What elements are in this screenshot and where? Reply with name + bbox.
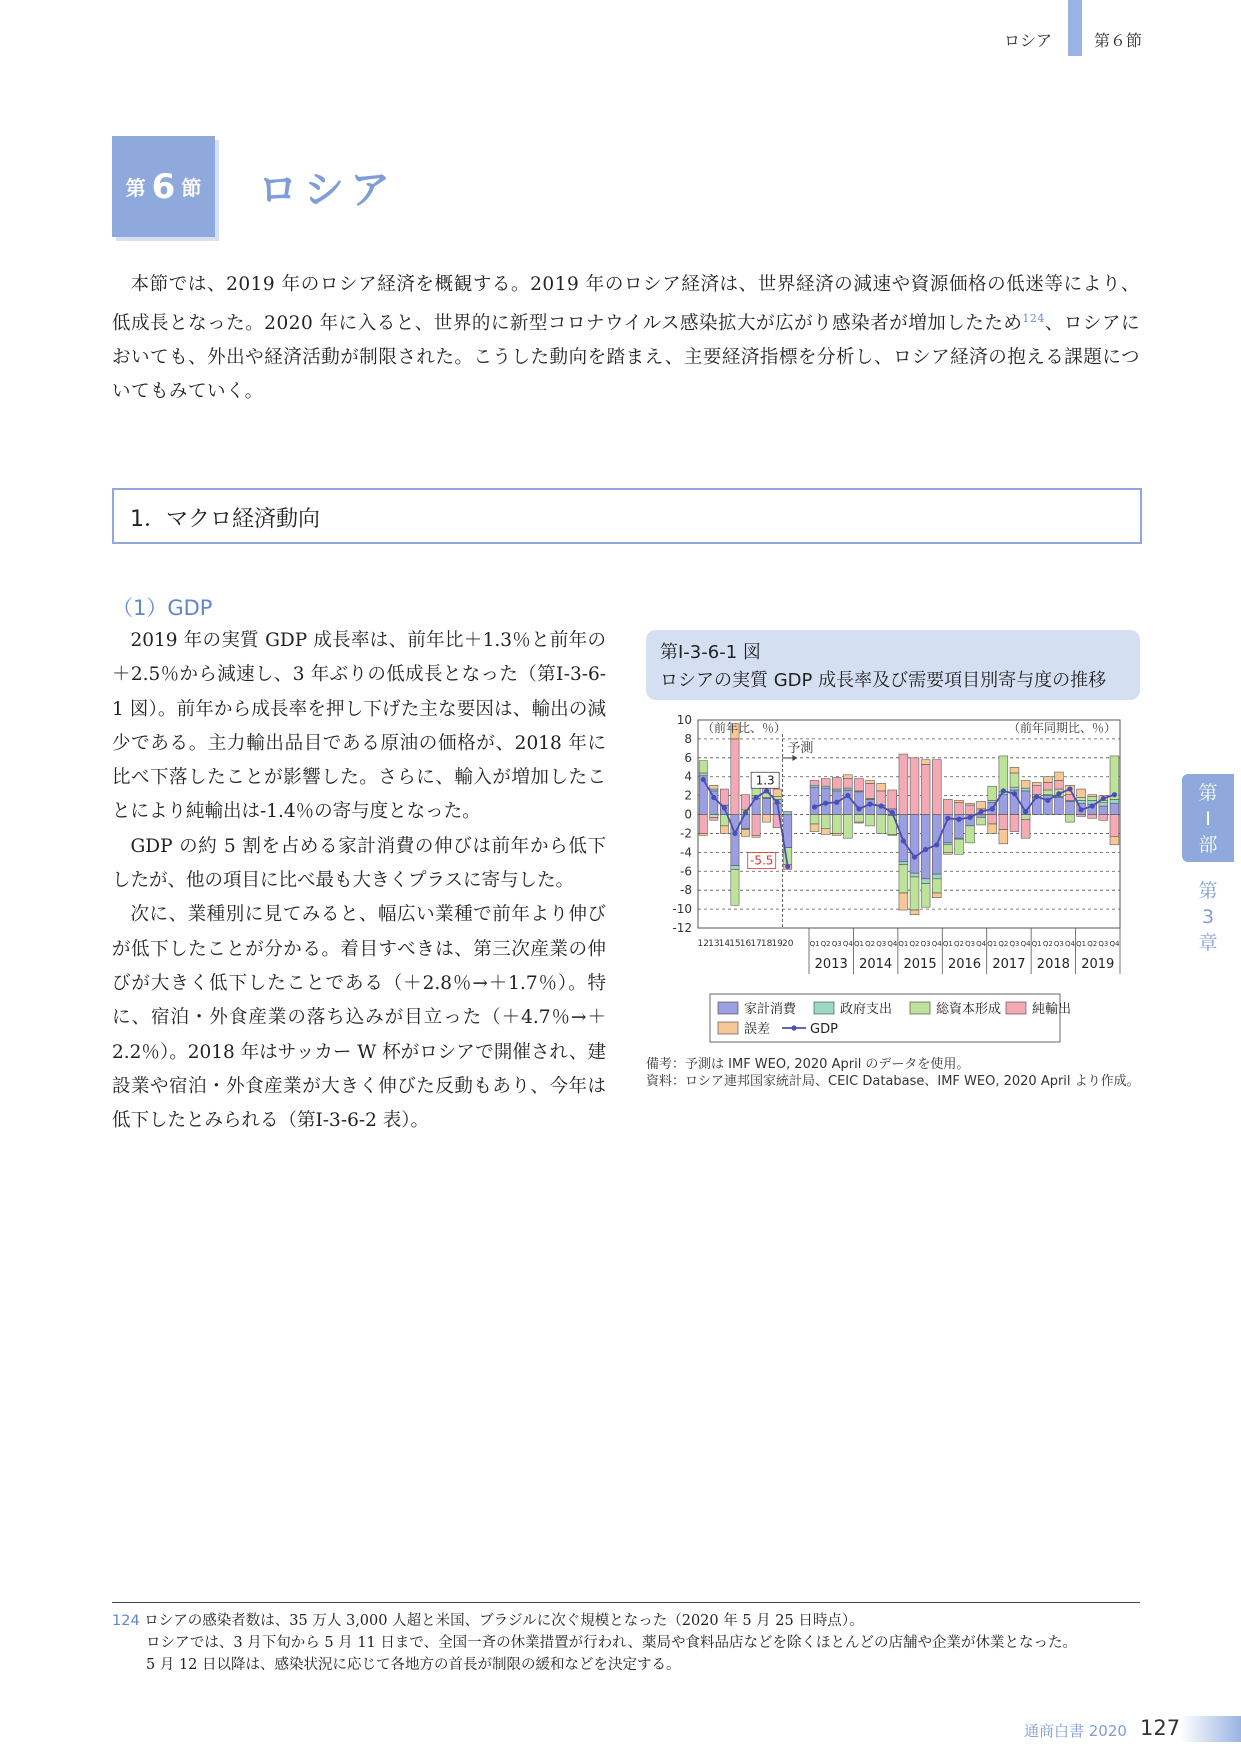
bar-net-exports [921,764,930,814]
bar-error [762,815,770,823]
bar-net-exports [966,805,975,814]
x-tick-quarter: Q1 [809,940,820,948]
bar-error [999,830,1008,844]
gdp-point [990,806,995,811]
bar-government [910,873,919,877]
figure-note: 予測は IMF WEO, 2020 April のデータを使用。 [685,1057,970,1072]
x-tick-quarter: Q4 [931,940,942,948]
running-header-bar [1068,0,1082,56]
bar-net-exports [877,791,886,805]
gdp-point [945,816,950,821]
chart-gridlines [698,739,1120,909]
bar-net-exports [731,739,739,815]
heading-macro: 1．マクロ経済動向 [130,507,320,532]
running-header [0,0,1241,56]
bar-investment [855,815,864,823]
x-tick-annual: 17 [750,939,762,949]
side-tab-part-3: 部 [1198,834,1218,856]
y-tick-label: 2 [684,788,692,803]
bar-household [899,815,908,862]
gdp-point [967,815,972,820]
x-year-label: 2014 [859,957,893,972]
bar-investment [977,817,986,825]
x-tick-quarter: Q3 [1053,940,1064,948]
x-year-label: 2015 [903,957,937,972]
x-tick-quarter: Q4 [887,940,898,948]
bar-government [731,866,739,870]
x-tick-annual: 20 [781,939,794,949]
y-tick-label: 6 [684,750,692,765]
figure-caption: ロシアの実質 GDP 成長率及び需要項目別寄与度の推移 [660,670,1107,691]
footer-bar [1180,1716,1241,1742]
bar-government [699,773,707,776]
bar-government [943,843,952,845]
figure-title-box [646,630,1140,700]
bar-error [710,785,718,789]
chart-bars [699,724,1119,915]
side-chapter-2: 3 [1201,906,1215,928]
bar-error [810,824,819,832]
bar-household [1099,806,1108,815]
body-paragraph-3: 次に、業種別に見てみると、幅広い業種で前年より伸びが低下したことが分かる。着目すべきは、第三次産業の伸びが大きく低下したことである（＋2.8％→＋1.7％）。特に、宿泊・外食産業の落ち込みが目立った（＋4.7％→＋2.2％）。2018 年はサッカー W 杯がロシアで開催され、建設業や宿泊・外食産業が大きく伸びた反動もあり、今年は低下したとみられる（第Ⅰ-3-6-2 表）。 [112,904,606,1132]
y-tick-label: -2 [680,826,692,841]
bar-net-exports [955,802,964,814]
x-tick-annual: 18 [760,939,773,949]
bar-net-exports [752,815,760,836]
section-prefix: 第 [125,176,146,200]
bar-investment [955,839,964,854]
heading-box [112,488,1142,544]
bar-investment [843,815,852,839]
bar-household [784,815,792,848]
bar-investment [921,884,930,908]
x-tick-quarter: Q1 [1031,940,1042,948]
y-tick-label: -8 [680,883,692,898]
chart-legend [710,994,1071,1042]
x-tick-quarter: Q4 [1065,940,1076,948]
gdp-point [764,788,769,793]
bar-error [699,833,707,835]
bar-investment [866,815,875,826]
x-tick-annual: 12 [697,939,710,949]
bar-net-exports [843,779,852,788]
side-tab-chapter [1182,878,1234,956]
x-tick-annual: 13 [708,939,720,949]
bar-investment [1010,773,1019,787]
bar-net-exports [720,789,728,805]
section-suffix: 節 [181,176,202,200]
page-number: 127 [1140,1716,1181,1740]
gdp-point [823,801,828,806]
y-tick-label: 8 [684,731,692,746]
x-tick-quarter: Q2 [953,940,964,948]
gdp-point [722,805,727,810]
bar-government [988,800,997,802]
bar-net-exports [943,799,952,814]
x-tick-quarter: Q1 [942,940,953,948]
bar-net-exports [1088,815,1097,819]
y-tick-label: -12 [672,921,692,935]
side-tab-part-2: Ⅰ [1205,808,1211,830]
figure-notes [646,1056,1140,1090]
bar-net-exports [910,758,919,815]
bar-government [899,862,908,865]
bar-error [1010,767,1019,773]
figure-note-row [646,1056,1140,1073]
bar-investment [710,815,718,818]
gdp-point [867,802,872,807]
figure-source-row [646,1073,1140,1090]
bar-net-exports [1043,782,1052,790]
legend-swatch-gdp-point [791,1025,796,1030]
bar-investment [877,815,886,834]
legend-swatch-government [814,1002,834,1014]
bar-net-exports [821,779,830,787]
gdp-point [845,793,850,798]
bar-investment [910,877,919,910]
bar-government [1021,788,1030,791]
legend-label: 家計消費 [744,1002,797,1017]
bar-government [810,785,819,787]
bar-household [1110,803,1119,814]
y-tick-label: -4 [680,845,692,860]
gdp-point [890,810,895,815]
y-tick-label: 0 [684,807,692,822]
bar-investment [988,786,997,800]
bar-household [1054,798,1063,815]
bar-error [899,893,908,910]
footnote-line-2: ロシアでは、3 月下旬から 5 月 11 日まで、全国一斉の休業措置が行われ、薬局や食料品店などを除くほとんどの店舗や企業が休業となった。 [146,1635,1077,1651]
bar-net-exports [1054,781,1063,790]
annotation-label: 1.3 [755,773,775,788]
bar-household [731,815,739,866]
bar-error [877,783,886,791]
bar-net-exports [810,781,819,786]
subheading-gdp: （1）GDP [112,596,213,620]
body-paragraph-1: 2019 年の実質 GDP 成長率は、前年比＋1.3％と前年の＋2.5％から減速し、3 年ぶりの低成長となった（第Ⅰ-3-6-1 図）。前年から成長率を押し下げた主な要因は、輸出の減少である。主力輸出品目である原油の価格が、2018 年に比べ下落したことが影響した。さらに、輸入が増加したことにより純輸出は-1.4％の寄与度となった。 [112,630,606,823]
bar-household [921,815,930,879]
x-tick-quarter: Q1 [853,940,864,948]
bar-government [1010,787,1019,790]
side-tab-part-1: 第 [1198,782,1218,804]
footnote-line-3: 5 月 12 日以降は、感染状況に応じて各地方の首長が制限の緩和などを決定する。 [146,1657,681,1673]
bar-government [932,874,941,879]
bar-government [832,789,841,791]
gdp-point [1056,791,1061,796]
x-tick-annual: 16 [739,939,752,949]
section-title: ロシア [258,166,396,213]
bar-error [832,833,841,835]
bar-error [1054,772,1063,781]
intro-text-1: 本節では、2019 年のロシア経済を概観する。2019 年のロシア経済は、世界経済の減速や資源価格の低迷等により、低成長となった。2020 年に入ると、世界的に新型コロナウイルス感染拡大が広がり感染者が増加したため [112,274,1140,335]
y-tick-label: -6 [680,864,692,879]
gdp-point [923,847,928,852]
x-tick-quarter: Q3 [876,940,887,948]
bar-investment [1066,815,1075,823]
x-tick-quarter: Q3 [831,940,842,948]
side-tab-part[interactable] [1182,774,1234,862]
bar-error [1088,795,1097,797]
bar-investment [999,756,1008,792]
bar-net-exports [832,778,841,789]
gdp-point [732,831,737,836]
bar-error [1021,781,1030,789]
gdp-point [1067,786,1072,791]
bar-error [988,824,997,833]
x-tick-quarter: Q3 [965,940,976,948]
x-year-label: 2019 [1081,957,1115,972]
legend-label: 総資本形成 [936,1002,1002,1017]
gdp-point [879,803,884,808]
gdp-point [856,806,861,811]
gdp-point [711,795,716,800]
bar-error [977,801,986,809]
y-tick-label: 10 [676,713,692,727]
chart-labels [672,713,1120,972]
intro-text-2: 、ロシアにおいても、外出や経済活動が制限された。こうした動向を踏まえ、主要経済指標を分析し、ロシア経済の抱える課題についてもみていく。 [112,313,1140,403]
bar-error [866,781,875,784]
x-year-label: 2018 [1036,957,1070,972]
x-year-label: 2017 [992,957,1026,972]
running-header-section: ロシア [1003,31,1052,50]
bar-government [1110,799,1119,803]
gdp-point [901,838,906,843]
footnote-number: 124 [112,1613,140,1629]
gdp-point [912,854,917,859]
bar-net-exports [699,815,707,834]
bar-investment [1077,798,1086,801]
bar-error [943,852,952,854]
bar-investment [899,865,908,893]
bar-net-exports [932,760,941,815]
bar-net-exports [855,779,864,791]
bar-error [855,822,864,823]
bar-error [888,834,897,835]
gdp-point [743,810,748,815]
y-tick-label: 4 [684,769,692,784]
bar-error [1032,782,1041,785]
gdp-point [1023,809,1028,814]
bar-government [843,788,852,790]
bar-error [720,826,728,834]
figure-note-label: 備考： [646,1057,686,1072]
x-year-label: 2016 [947,957,982,972]
bar-error [932,893,941,898]
bar-investment [832,815,841,834]
bar-net-exports [1110,815,1119,837]
x-tick-annual: 15 [729,939,741,949]
bar-household [999,795,1008,815]
footer-publication: 通商白書 2020 [1024,1722,1127,1740]
gdp-point [1045,798,1050,803]
x-tick-quarter: Q4 [842,940,853,948]
x-year-label: 2013 [814,957,848,972]
gdp-point [1001,788,1006,793]
bar-error [921,760,930,765]
bar-error [1110,836,1119,845]
annotation-label: -5.5 [750,853,774,868]
bar-investment [699,761,707,773]
gdp-point [775,800,780,805]
gdp-point [834,800,839,805]
bar-investment [966,826,975,843]
x-tick-quarter: Q3 [1098,940,1109,948]
gdp-point [753,795,758,800]
bar-error [1077,789,1086,798]
bar-error [966,803,975,805]
bar-investment [1088,797,1097,801]
figure-number: 第Ⅰ-3-6-1 図 [660,642,761,663]
gdp-point [979,809,984,814]
bar-net-exports [899,754,908,815]
gdp-point [1034,794,1039,799]
intro-paragraph [112,268,1140,409]
bar-net-exports [1032,785,1041,794]
side-chapter-1: 第 [1198,880,1218,902]
bar-investment [1043,790,1052,795]
forecast-label: 予測 [787,741,814,756]
bar-net-exports [1010,815,1019,832]
bar-error [752,835,760,837]
x-tick-quarter: Q4 [1109,940,1120,948]
gdp-point [1079,807,1084,812]
gdp-point [1101,796,1106,801]
left-unit-label: （前年比、％） [702,721,787,735]
bar-net-exports [999,815,1008,830]
bar-net-exports [1077,815,1086,817]
x-tick-quarter: Q2 [998,940,1009,948]
bar-household [1066,801,1075,814]
x-tick-quarter: Q1 [1076,940,1087,948]
bar-government [821,786,830,788]
legend-label: 純輸出 [1032,1002,1072,1017]
figure-source-label: 資料： [646,1074,686,1089]
x-tick-quarter: Q3 [920,940,931,948]
x-tick-annual: 14 [718,939,731,949]
bar-household [910,815,919,874]
legend-label: 誤差 [744,1022,771,1037]
bar-government [1099,802,1108,806]
body-column [112,624,606,1138]
section-number: 6 [151,166,176,207]
bar-error [910,910,919,915]
bar-net-exports [866,783,875,798]
section-badge [112,136,215,237]
legend-swatch-net-exports [1006,1002,1026,1014]
legend-label: 政府支出 [840,1002,893,1017]
right-unit-label: （前年同期比、％） [1007,721,1116,735]
bar-investment [943,845,952,853]
bar-investment [1021,815,1030,820]
legend-swatch-household [718,1002,738,1014]
bar-error [821,829,830,835]
side-chapter-3: 章 [1198,932,1218,954]
legend-swatch-error [718,1022,738,1034]
bar-error [773,789,781,797]
bar-household [810,787,819,814]
x-tick-quarter: Q4 [976,940,987,948]
plot-frame [698,720,1120,928]
bar-error [955,800,964,802]
bar-government [710,789,718,791]
bar-net-exports [988,815,997,824]
x-tick-quarter: Q3 [1009,940,1020,948]
running-header-chapter: 第６節 [1094,31,1143,50]
x-tick-quarter: Q2 [1087,940,1098,948]
x-tick-quarter: Q2 [820,940,831,948]
legend-swatch-investment [910,1002,930,1014]
x-tick-quarter: Q1 [898,940,909,948]
footnote-ref[interactable]: 124 [1022,312,1045,325]
x-tick-quarter: Q2 [1042,940,1053,948]
bar-investment [731,869,739,905]
bar-error [1043,777,1052,783]
x-tick-annual: 19 [771,939,783,949]
bar-investment [810,815,819,824]
bar-household [710,791,718,815]
x-tick-quarter: Q1 [987,940,998,948]
footnote-line-1 [112,1610,1152,1632]
bar-household [762,798,770,814]
y-tick-label: -10 [672,902,692,917]
bar-government [921,879,930,884]
bar-error [741,830,749,837]
gdp-point [701,777,706,782]
gdp-point [785,864,790,869]
gdp-point [1112,792,1117,797]
body-paragraph-2: GDP の約 5 割を占める家計消費の伸びは前年から低下したが、他の項目に比べ最も大きくプラスに寄与した。 [112,835,606,892]
bar-investment [932,879,941,893]
x-tick-quarter: Q2 [865,940,876,948]
figure-source: ロシア連邦国家統計局、CEIC Database、IMF WEO, 2020 April より作成。 [685,1074,1140,1089]
gdp-point [956,817,961,822]
bar-error [843,775,852,779]
gdp-contribution-chart [646,712,1126,1048]
bar-net-exports [710,817,718,820]
bar-net-exports [888,790,897,809]
gdp-point [1012,791,1017,796]
bar-net-exports [1021,819,1030,838]
bar-investment [821,815,830,829]
legend-label: GDP [810,1022,838,1037]
gdp-point [934,842,939,847]
x-tick-quarter: Q2 [909,940,920,948]
bar-net-exports [1099,815,1108,821]
footnote-rule [112,1602,1140,1603]
footnote [112,1610,1152,1676]
gdp-point [1090,803,1095,808]
footnote-text-1: ロシアの感染者数は、35 万人 3,000 人超と米国、ブラジルに次ぐ規模となった（2020 年 5 月 25 日時点）。 [144,1613,864,1629]
gdp-point [812,804,817,809]
x-tick-quarter: Q4 [1020,940,1031,948]
